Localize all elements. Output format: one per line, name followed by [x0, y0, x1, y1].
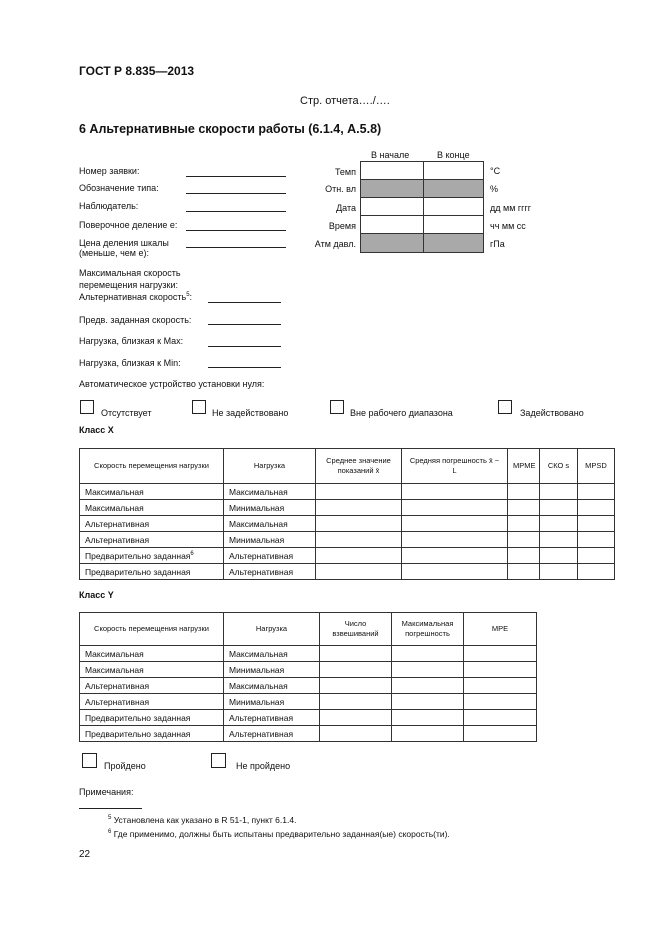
- footnote-ref-6: 6: [190, 550, 194, 557]
- input-cell[interactable]: [402, 484, 508, 500]
- speed-cell: Альтернативная: [80, 694, 224, 710]
- input-cell[interactable]: [508, 500, 540, 516]
- checkbox-engaged[interactable]: [498, 400, 512, 414]
- failed-label: Не пройдено: [236, 761, 291, 771]
- table-row: [80, 678, 537, 694]
- load-cell: Минимальная: [224, 662, 320, 678]
- input-cell[interactable]: [320, 694, 392, 710]
- input-cell[interactable]: [540, 516, 578, 532]
- table-row: [80, 662, 537, 678]
- table-row: [80, 694, 537, 710]
- load-cell: Минимальная: [224, 532, 316, 548]
- notes-label: Примечания:: [79, 787, 134, 797]
- table-row: [80, 500, 615, 516]
- field-label-observer: Наблюдатель:: [79, 201, 139, 211]
- measure-label-pressure: Атм давл.: [314, 239, 356, 249]
- measure-unit-time: чч мм сс: [490, 221, 526, 231]
- date-start-cell[interactable]: [360, 197, 424, 216]
- field-label-request-number: Номер заявки:: [79, 166, 140, 176]
- load-cell: Альтернативная: [224, 564, 316, 580]
- load-cell: Максимальная: [224, 484, 316, 500]
- input-cell[interactable]: [316, 548, 402, 564]
- input-cell[interactable]: [578, 548, 615, 564]
- input-cell[interactable]: [320, 678, 392, 694]
- max-speed-label-line2: перемещения нагрузки:: [79, 280, 179, 290]
- footnote-5: $^5$ Установлена как указано в R 51-1, пункт 6.1.4.: [108, 815, 297, 825]
- class-y-table: [79, 612, 537, 742]
- input-cell[interactable]: [578, 564, 615, 580]
- option-engaged-label: Задействовано: [520, 408, 584, 418]
- footnote-divider: [79, 808, 142, 809]
- input-cell[interactable]: [464, 726, 537, 742]
- measure-label-temp: Темп: [334, 167, 356, 177]
- load-cell: Минимальная: [224, 694, 320, 710]
- input-cell[interactable]: [320, 646, 392, 662]
- input-cell[interactable]: [402, 516, 508, 532]
- pressure-end-cell[interactable]: [423, 233, 484, 253]
- document-id: ГОСТ Р 8.835—2013: [79, 64, 195, 78]
- checkbox-absent[interactable]: [80, 400, 94, 414]
- input-cell[interactable]: [578, 500, 615, 516]
- input-cell[interactable]: [578, 532, 615, 548]
- input-cell[interactable]: [508, 548, 540, 564]
- input-cell[interactable]: [320, 710, 392, 726]
- input-cell[interactable]: [392, 678, 464, 694]
- speed-cell: Максимальная: [80, 662, 224, 678]
- class-y-title: Класс Y: [79, 590, 114, 600]
- temp-start-cell[interactable]: [360, 161, 424, 180]
- input-cell[interactable]: [392, 646, 464, 662]
- input-cell[interactable]: [392, 710, 464, 726]
- input-cell[interactable]: [464, 646, 537, 662]
- col-header-end: В конце: [437, 150, 470, 160]
- table-row: [80, 726, 537, 742]
- input-cell[interactable]: [316, 516, 402, 532]
- col-header-start: В начале: [371, 150, 410, 160]
- input-cell[interactable]: [540, 484, 578, 500]
- input-cell[interactable]: [578, 484, 615, 500]
- table-row: [80, 532, 615, 548]
- class-y-header-speed: Скорость перемещения нагрузки: [80, 613, 224, 646]
- input-cell[interactable]: [402, 564, 508, 580]
- measure-unit-temp: °С: [490, 166, 501, 176]
- field-label-scale-division-note: (меньше, чем е):: [79, 248, 149, 258]
- load-cell: Максимальная: [224, 516, 316, 532]
- input-cell[interactable]: [402, 548, 508, 564]
- class-x-header-mean: Среднее значение показаний x̄: [316, 449, 402, 484]
- speed-cell: Предварительно заданная: [80, 564, 224, 580]
- field-line-type[interactable]: [186, 193, 286, 194]
- table-row: [80, 564, 615, 580]
- field-line-verification-division[interactable]: [186, 230, 286, 231]
- table-row: [80, 646, 537, 662]
- input-cell[interactable]: [540, 548, 578, 564]
- class-y-header-load: Нагрузка: [224, 613, 320, 646]
- field-label-type: Обозначение типа:: [79, 183, 159, 193]
- speed-cell: Предварительно заданная: [80, 726, 224, 742]
- speed-cell: Максимальная: [80, 484, 224, 500]
- near-max-label: Нагрузка, близкая к Max:: [79, 336, 184, 346]
- page-reference: Стр. отчета…./….: [300, 95, 390, 107]
- input-cell[interactable]: [508, 532, 540, 548]
- input-cell[interactable]: [392, 662, 464, 678]
- humidity-start-cell[interactable]: [360, 179, 424, 198]
- input-cell[interactable]: [392, 694, 464, 710]
- checkbox-passed[interactable]: [82, 753, 97, 768]
- input-cell[interactable]: [464, 662, 537, 678]
- time-start-cell[interactable]: [360, 215, 424, 234]
- max-speed-label-line1: Максимальная скорость: [79, 268, 181, 278]
- field-label-scale-division: Цена деления шкалы: [79, 238, 169, 248]
- humidity-end-cell[interactable]: [423, 179, 484, 198]
- speed-cell: Максимальная: [80, 646, 224, 662]
- input-cell[interactable]: [316, 500, 402, 516]
- near-min-line[interactable]: [208, 367, 281, 368]
- table-row: [80, 484, 615, 500]
- class-x-header-mpme: MPME: [508, 449, 540, 484]
- page-number: 22: [79, 849, 91, 860]
- class-y-header-count: Число взвешиваний: [320, 613, 392, 646]
- input-cell[interactable]: [540, 500, 578, 516]
- input-cell[interactable]: [464, 678, 537, 694]
- date-end-cell[interactable]: [423, 197, 484, 216]
- footnote-6: $^6$ Где применимо, должны быть испытаны предварительно заданная(ые) скорость(ти).: [108, 829, 450, 839]
- input-cell[interactable]: [578, 516, 615, 532]
- field-line-scale-division[interactable]: [186, 247, 286, 248]
- input-cell[interactable]: [508, 564, 540, 580]
- measure-unit-humidity: %: [490, 184, 499, 194]
- class-x-header-mean-error: Средняя погрешность x̄ − L: [402, 449, 508, 484]
- table-row: [80, 516, 615, 532]
- input-cell[interactable]: [316, 484, 402, 500]
- load-cell: Альтернативная: [224, 726, 320, 742]
- measure-label-humidity: Отн. вл: [325, 184, 356, 194]
- option-out-of-range-label: Вне рабочего диапазона: [350, 408, 453, 418]
- table-row: [80, 710, 537, 726]
- option-absent-label: Отсутствует: [101, 408, 152, 418]
- input-cell[interactable]: [508, 516, 540, 532]
- class-x-table: [79, 448, 615, 580]
- table-row: [80, 548, 615, 564]
- temp-end-cell[interactable]: [423, 161, 484, 180]
- input-cell[interactable]: [402, 532, 508, 548]
- measure-unit-pressure: гПа: [490, 239, 505, 249]
- class-x-header-load: Нагрузка: [224, 449, 316, 484]
- preset-speed-label: Предв. заданная скорость:: [79, 315, 192, 325]
- load-cell: Минимальная: [224, 500, 316, 516]
- load-cell: Альтернативная: [224, 710, 320, 726]
- input-cell[interactable]: [316, 564, 402, 580]
- field-line-observer[interactable]: [186, 211, 286, 212]
- footnote-ref-5: 5: [186, 292, 190, 298]
- alt-speed-label: Альтернативная скорость$^5$:: [79, 292, 193, 302]
- measure-unit-date: дд мм гггг: [490, 203, 532, 213]
- load-cell: Максимальная: [224, 678, 320, 694]
- preset-speed-line[interactable]: [208, 324, 281, 325]
- input-cell[interactable]: [320, 662, 392, 678]
- speed-cell: Альтернативная: [80, 678, 224, 694]
- class-x-header-speed: Скорость перемещения нагрузки: [80, 449, 224, 484]
- near-min-label: Нагрузка, близкая к Min:: [79, 358, 181, 368]
- input-cell[interactable]: [402, 500, 508, 516]
- input-cell[interactable]: [392, 726, 464, 742]
- time-end-cell[interactable]: [423, 215, 484, 234]
- pressure-start-cell[interactable]: [360, 233, 424, 253]
- class-y-header-mpe: MPE: [464, 613, 537, 646]
- measure-label-time: Время: [328, 221, 356, 231]
- input-cell[interactable]: [508, 484, 540, 500]
- option-not-engaged-label: Не задействовано: [212, 408, 289, 418]
- field-line-request-number[interactable]: [186, 176, 286, 177]
- input-cell[interactable]: [464, 710, 537, 726]
- input-cell[interactable]: [320, 726, 392, 742]
- field-label-verification-division: Поверочное деление е:: [79, 220, 178, 230]
- class-x-header-std: СКО s: [540, 449, 578, 484]
- speed-cell: Альтернативная: [80, 516, 224, 532]
- load-cell: Максимальная: [224, 646, 320, 662]
- class-x-header-mpsd: MPSD: [578, 449, 615, 484]
- checkbox-out-of-range[interactable]: [330, 400, 344, 414]
- speed-cell: Альтернативная: [80, 532, 224, 548]
- load-cell: Альтернативная: [224, 548, 316, 564]
- passed-label: Пройдено: [104, 761, 146, 771]
- speed-cell: Предварительно заданная: [80, 710, 224, 726]
- checkbox-failed[interactable]: [211, 753, 226, 768]
- input-cell[interactable]: [316, 532, 402, 548]
- checkbox-not-engaged[interactable]: [192, 400, 206, 414]
- zero-device-label: Автоматическое устройство установки нуля:: [79, 379, 265, 389]
- section-title: 6 Альтернативные скорости работы (6.1.4, А.5.8): [79, 122, 382, 136]
- near-max-line[interactable]: [208, 346, 281, 347]
- measure-label-date: Дата: [336, 203, 356, 213]
- class-y-header-max-error: Максимальная погрешность: [392, 613, 464, 646]
- input-cell[interactable]: [540, 564, 578, 580]
- speed-cell: Максимальная: [80, 500, 224, 516]
- alt-speed-line[interactable]: [208, 302, 281, 303]
- class-x-title: Класс X: [79, 425, 114, 435]
- speed-cell: Предварительно заданная$^6$: [80, 548, 224, 564]
- input-cell[interactable]: [464, 694, 537, 710]
- input-cell[interactable]: [540, 532, 578, 548]
